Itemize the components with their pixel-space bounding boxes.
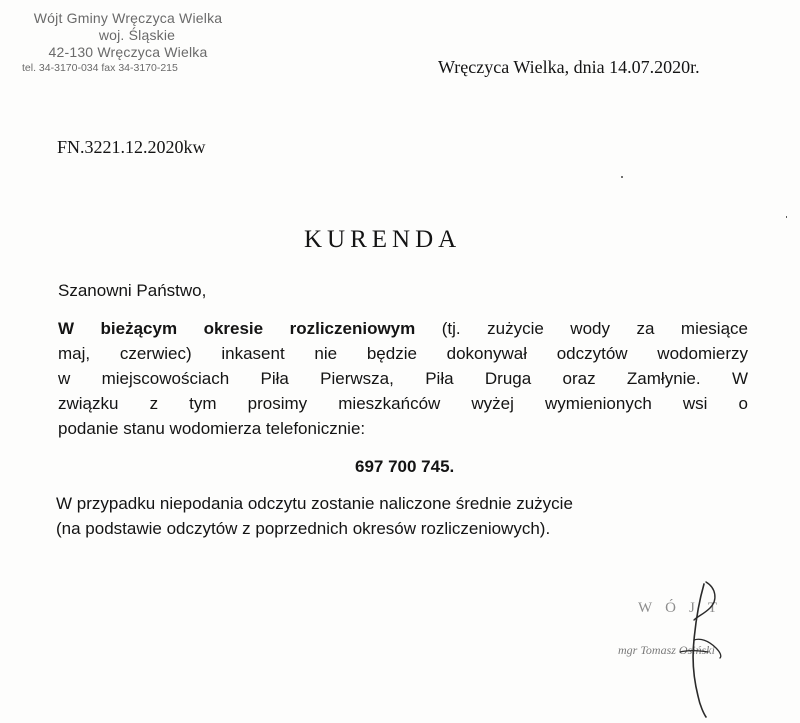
stamp-line-region: woj. Śląskie <box>98 27 176 43</box>
scan-speck <box>786 216 787 218</box>
body-line-1-rest: (tj. zużycie wody za miesiące <box>415 319 748 338</box>
body-line-4: związku z tym prosimy mieszkańców wyżej wymienionych wsi o <box>58 394 748 413</box>
scan-speck <box>621 176 623 178</box>
salutation: Szanowni Państwo, <box>58 281 207 300</box>
reference-number: FN.3221.12.2020kw <box>57 137 206 157</box>
stamp-name: mgr Tomasz Osiński <box>618 643 715 657</box>
stamp-role: WÓJT <box>638 600 730 616</box>
place-and-date: Wręczyca Wielka, dnia 14.07.2020r. <box>438 57 700 77</box>
document-title: KURENDA <box>304 226 462 253</box>
body-line-3: w miejscowościach Piła Pierwsza, Piła Druga oraz Zamłynie. W <box>58 369 748 388</box>
body-line-6: W przypadku niepodania odczytu zostanie naliczone średnie zużycie <box>56 494 573 513</box>
body-bold-lead: W bieżącym okresie rozliczeniowym <box>58 319 416 338</box>
body-line-5: podanie stanu wodomierza telefonicznie: <box>58 419 366 438</box>
body-line-7: (na podstawie odczytów z poprzednich okresów rozliczeniowych). <box>56 519 551 538</box>
body-line-2: maj, czerwiec) inkasent nie będzie dokonywał odczytów wodomierzy <box>58 344 748 363</box>
office-stamp <box>18 10 238 75</box>
phone-number: 697 700 745. <box>355 457 455 476</box>
handwritten-signature <box>660 578 740 718</box>
stamp-line-address: 42-130 Wręczyca Wielka <box>48 44 208 60</box>
closing-paragraph <box>56 491 746 541</box>
body-line-1 <box>58 316 748 341</box>
body-paragraph <box>58 316 748 441</box>
stamp-line-office: Wójt Gminy Wręczyca Wielka <box>33 10 223 26</box>
stamp-line-phone: tel. 34-3170-034 fax 34-3170-215 <box>22 62 178 74</box>
